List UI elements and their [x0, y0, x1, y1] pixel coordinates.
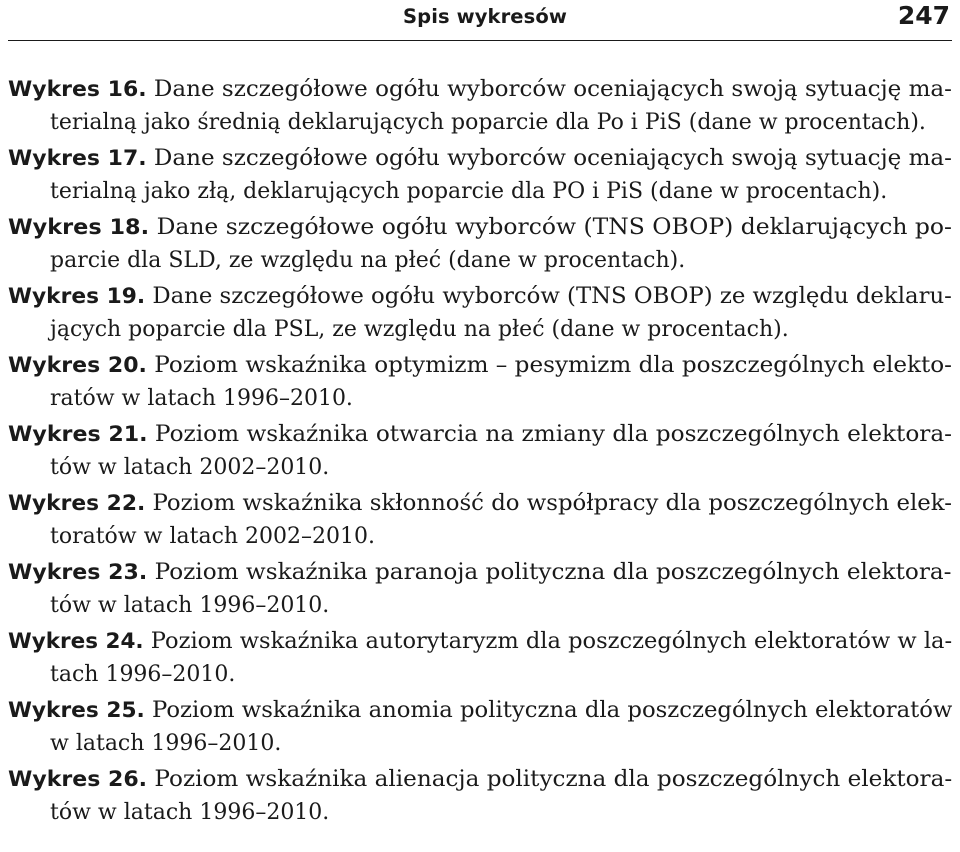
figure-caption-continuation: tów w latach 2002–2010. [50, 455, 330, 480]
running-header [8, 0, 952, 41]
figure-caption-start: Poziom wskaźnika otwarcia na zmiany dla poszczególnych elektora- [154, 422, 953, 447]
figure-entry [8, 346, 952, 415]
figure-caption-continuation: terialną jako złą, deklarujących poparcie dla PO i PiS (dane w procentach). [50, 179, 888, 204]
figure-label: Wykres 25. [8, 698, 145, 722]
entry-first-line [8, 557, 952, 588]
figure-caption-continuation: tach 1996–2010. [50, 662, 236, 687]
figure-label: Wykres 26. [8, 767, 148, 791]
figure-caption-start: Poziom wskaźnika optymizm – pesymizm dla poszczególnych elekto- [154, 353, 952, 378]
figure-caption-start: Poziom wskaźnika skłonność do współpracy dla poszczególnych elek- [152, 491, 952, 516]
figure-label: Wykres 17. [8, 146, 147, 170]
figure-label: Wykres 18. [8, 215, 150, 239]
figure-caption-continuation: terialną jako średnią deklarujących poparcie dla Po i PiS (dane w procentach). [50, 110, 926, 135]
figure-caption-continuation: parcie dla SLD, ze względu na płeć (dane w procentach). [50, 248, 686, 273]
figure-caption-start: Poziom wskaźnika alienacja polityczna dla poszczególnych elektora- [154, 767, 953, 792]
entry-first-line [8, 419, 952, 450]
entry-first-line [8, 350, 952, 381]
entry-first-line [8, 143, 952, 174]
figure-caption-continuation: jących poparcie dla PSL, ze względu na płeć (dane w procentach). [50, 317, 789, 342]
figure-caption-start: Poziom wskaźnika anomia polityczna dla poszczególnych elektoratów [152, 698, 953, 723]
figure-caption-start: Dane szczegółowe ogółu wyborców (TNS OBOP) ze względu deklaru- [152, 284, 952, 309]
figure-entry [8, 691, 952, 760]
figure-caption-start: Poziom wskaźnika paranoja polityczna dla poszczególnych elektora- [154, 560, 952, 585]
figure-entry [8, 760, 952, 829]
entry-first-line [8, 695, 952, 726]
figure-label: Wykres 21. [8, 422, 148, 446]
entry-first-line [8, 74, 952, 105]
entry-first-line [8, 488, 952, 519]
figure-entry [8, 208, 952, 277]
figure-caption-continuation: tów w latach 1996–2010. [50, 593, 330, 618]
figure-entry [8, 70, 952, 139]
page-number: 247 [897, 1, 950, 30]
figure-caption-start: Dane szczegółowe ogółu wyborców oceniających swoją sytuację ma- [153, 146, 952, 171]
entry-first-line [8, 212, 952, 243]
figure-label: Wykres 24. [8, 629, 144, 653]
figure-caption-continuation: w latach 1996–2010. [50, 731, 282, 756]
entry-first-line [8, 281, 952, 312]
figure-entry [8, 277, 952, 346]
figure-caption-start: Dane szczegółowe ogółu wyborców oceniających swoją sytuację ma- [153, 77, 952, 102]
entry-first-line [8, 764, 952, 795]
figure-caption-start: Poziom wskaźnika autorytaryzm dla poszczególnych elektoratów w la- [150, 629, 953, 654]
section-title: Spis wykresów [403, 5, 567, 28]
figure-entry [8, 415, 952, 484]
figure-label: Wykres 23. [8, 560, 148, 584]
figure-label: Wykres 22. [8, 491, 146, 515]
figure-entry [8, 484, 952, 553]
list-of-figures [8, 70, 952, 829]
figure-entry [8, 553, 952, 622]
figure-label: Wykres 16. [8, 77, 147, 101]
entry-first-line [8, 626, 952, 657]
figure-entry [8, 622, 952, 691]
figure-entry [8, 139, 952, 208]
figure-label: Wykres 20. [8, 353, 147, 377]
figure-label: Wykres 19. [8, 284, 146, 308]
figure-caption-continuation: ratów w latach 1996–2010. [50, 386, 353, 411]
figure-caption-continuation: tów w latach 1996–2010. [50, 800, 330, 825]
figure-caption-start: Dane szczegółowe ogółu wyborców (TNS OBOP) deklarujących po- [156, 215, 952, 240]
figure-caption-continuation: toratów w latach 2002–2010. [50, 524, 376, 549]
